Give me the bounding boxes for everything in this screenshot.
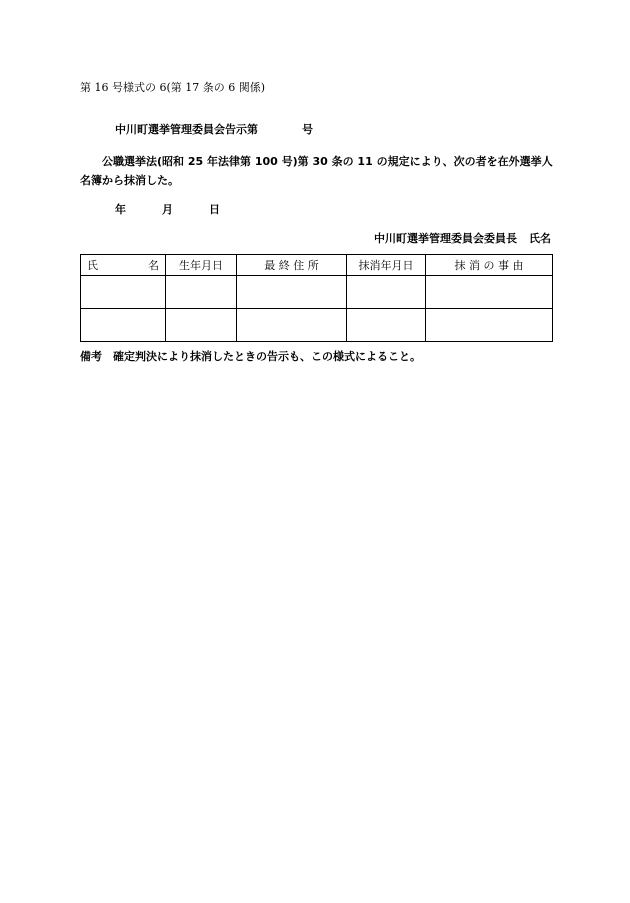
- table-cell: [81, 309, 166, 342]
- form-number: 第 16 号様式の 6(第 17 条の 6 関係): [80, 81, 266, 94]
- signer-line: [374, 231, 551, 247]
- notice-prefix: 中川町選挙管理委員会告示第: [115, 123, 258, 136]
- notice-number-line: [115, 122, 313, 138]
- table-row: [81, 276, 553, 309]
- signer-title: 中川町選挙管理委員会委員長: [374, 232, 517, 245]
- header-last-address: 最 終 住 所: [237, 255, 347, 276]
- header-birthdate: 生年月日: [166, 255, 237, 276]
- date-day: 日: [209, 203, 220, 216]
- date-year: 年: [115, 203, 126, 216]
- table-header-row: [81, 255, 553, 276]
- table-row: [81, 309, 553, 342]
- notice-body-text: 公職選挙法(昭和 25 年法律第 100 号)第 30 条の 11 の規定により、次の者を在外選挙人名簿から抹消した。: [80, 155, 553, 187]
- removal-table: [80, 254, 553, 342]
- table-cell: [81, 276, 166, 309]
- table-cell: [237, 309, 347, 342]
- remarks-text: 確定判決により抹消したときの告示も、この様式によること。: [113, 350, 421, 363]
- header-name: 氏 名: [81, 255, 166, 276]
- header-removal-date: 抹消年月日: [347, 255, 426, 276]
- header-removal-reason: 抹 消 の 事 由: [426, 255, 553, 276]
- table-cell: [426, 309, 553, 342]
- date-line: [115, 202, 220, 218]
- table-cell: [166, 309, 237, 342]
- table-cell: [426, 276, 553, 309]
- table-cell: [237, 276, 347, 309]
- date-month: 月: [162, 203, 173, 216]
- remarks-line: [80, 349, 421, 365]
- table-cell: [166, 276, 237, 309]
- table-cell: [347, 276, 426, 309]
- table-cell: [347, 309, 426, 342]
- notice-suffix: 号: [302, 123, 313, 136]
- remarks-label: 備考: [80, 350, 102, 363]
- signer-name-label: 氏名: [529, 232, 551, 245]
